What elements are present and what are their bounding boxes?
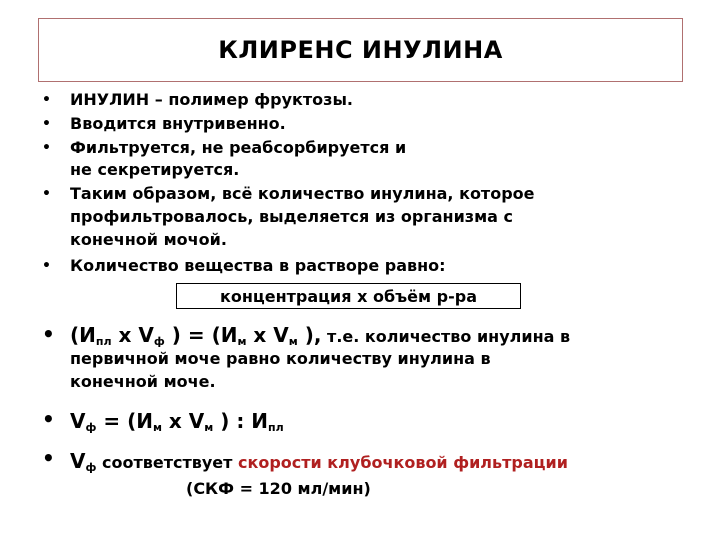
slide-title: КЛИРЕНС ИНУЛИНА	[218, 36, 503, 64]
bullet-dot: •	[42, 446, 55, 470]
bullet-dot: •	[42, 407, 55, 431]
bullet-text-1: ИНУЛИН – полимер фруктозы.	[70, 90, 353, 109]
eq2-v: V	[70, 409, 86, 433]
eq1-x2: х V	[246, 323, 289, 347]
eq2-sub-m1: м	[152, 421, 162, 434]
title-box	[38, 18, 683, 82]
bullet-dot: •	[42, 258, 51, 274]
bullet-text-4b: профильтровалось, выделяется из организма с	[70, 207, 514, 226]
formula-box	[176, 283, 521, 309]
formula-text: концентрация х объём р-ра	[219, 286, 478, 306]
eq1-sub-pl: пл	[95, 335, 112, 348]
eq3-v: V	[70, 449, 86, 473]
eq2-sub-m2: м	[204, 421, 214, 434]
bullet-dot: •	[42, 116, 51, 132]
eq2-eq: = (И	[96, 409, 153, 433]
eq1-tail: т.е. количество инулина в	[321, 327, 571, 346]
equation-3	[70, 448, 568, 481]
bullet-text-4a: Таким образом, всё количество инулина, которое	[70, 184, 535, 203]
bullet-text-5: Количество вещества в растворе равно:	[70, 256, 446, 275]
equation-1-line-3: конечной моче.	[70, 372, 216, 391]
eq1-x1: х V	[111, 323, 154, 347]
eq3-red-text: скорости клубочковой фильтрации	[237, 453, 568, 472]
bullet-dot: •	[42, 322, 55, 346]
eq3-normal: соответствует	[96, 453, 238, 472]
eq1-eq: ) = (И	[164, 323, 238, 347]
equation-2	[70, 408, 284, 441]
bullet-text-2: Вводится внутривенно.	[70, 114, 286, 133]
eq2-sub-pl: пл	[268, 421, 284, 434]
equation-1-line-2: первичной моче равно количеству инулина в	[70, 349, 491, 368]
eq3-sub-f: ф	[85, 461, 97, 474]
bullet-text-3a: Фильтруется, не реабсорбируется и	[70, 138, 407, 157]
eq2-sub-f: ф	[85, 421, 97, 434]
skf-value: (СКФ = 120 мл/мин)	[186, 479, 371, 498]
bullet-dot: •	[42, 140, 51, 156]
eq1-sub-m2: м	[288, 335, 298, 348]
eq1-sub-f: ф	[153, 335, 165, 348]
eq2-x: х V	[161, 409, 205, 433]
bullet-text-3b: не секретируется.	[70, 160, 240, 179]
bullet-dot: •	[42, 92, 51, 108]
eq1-open: (И	[70, 323, 96, 347]
bullet-dot: •	[42, 186, 51, 202]
bullet-text-4c: конечной мочой.	[70, 230, 227, 249]
eq2-div: ) : И	[213, 409, 269, 433]
eq1-close: ),	[297, 323, 322, 347]
eq1-sub-m1: м	[237, 335, 247, 348]
